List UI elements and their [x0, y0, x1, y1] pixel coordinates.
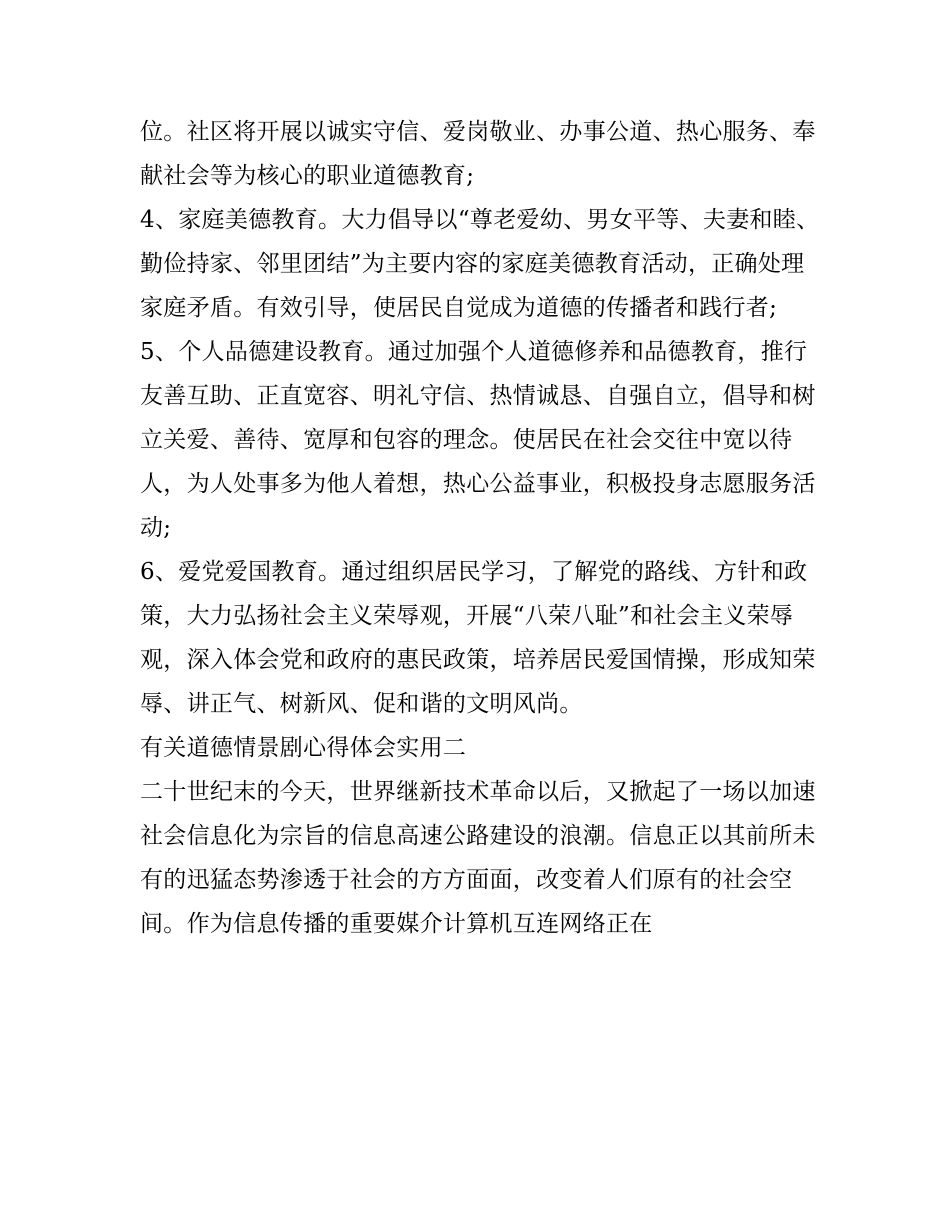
- paragraph-family-virtue: 4、家庭美德教育。大力倡导以“尊老爱幼、男女平等、夫妻和睦、勤俭持家、邻里团结”为主要内容的家庭美德教育活动，正确处理家庭矛盾。有效引导，使居民自觉成为道德的传播者和践行者;: [140, 207, 820, 321]
- paragraph-personal-character: 5、个人品德建设教育。通过加强个人道德修养和品德教育，推行友善互助、正直宽容、明礼守信、热情诚恳、自强自立，倡导和树立关爱、善待、宽厚和包容的理念。使居民在社会交往中宽以待人，为人处事多为他人着想，热心公益事业，积极投身志愿服务活动;: [140, 339, 816, 541]
- paragraph-professional-ethics: 位。社区将开展以诚实守信、爱岗敬业、办事公道、热心服务、奉献社会等为核心的职业道德教育;: [140, 119, 816, 189]
- section-heading: 有关道德情景剧心得体会实用二: [140, 735, 467, 761]
- paragraph-patriotism: 6、爱党爱国教育。通过组织居民学习，了解党的路线、方针和政策，大力弘扬社会主义荣辱观，开展“八荣八耻”和社会主义荣辱观，深入体会党和政府的惠民政策，培养居民爱国情操，形成知荣辱、讲正气、树新风、促和谐的文明风尚。: [140, 559, 816, 717]
- document-body: [140, 110, 820, 946]
- paragraph-information-society: 二十世纪末的今天，世界继新技术革命以后，又掀起了一场以加速社会信息化为宗旨的信息高速公路建设的浪潮。信息正以其前所未有的迅猛态势渗透于社会的方方面面，改变着人们原有的社会空间。作为信息传播的重要媒介计算机互连网络正在: [140, 779, 816, 937]
